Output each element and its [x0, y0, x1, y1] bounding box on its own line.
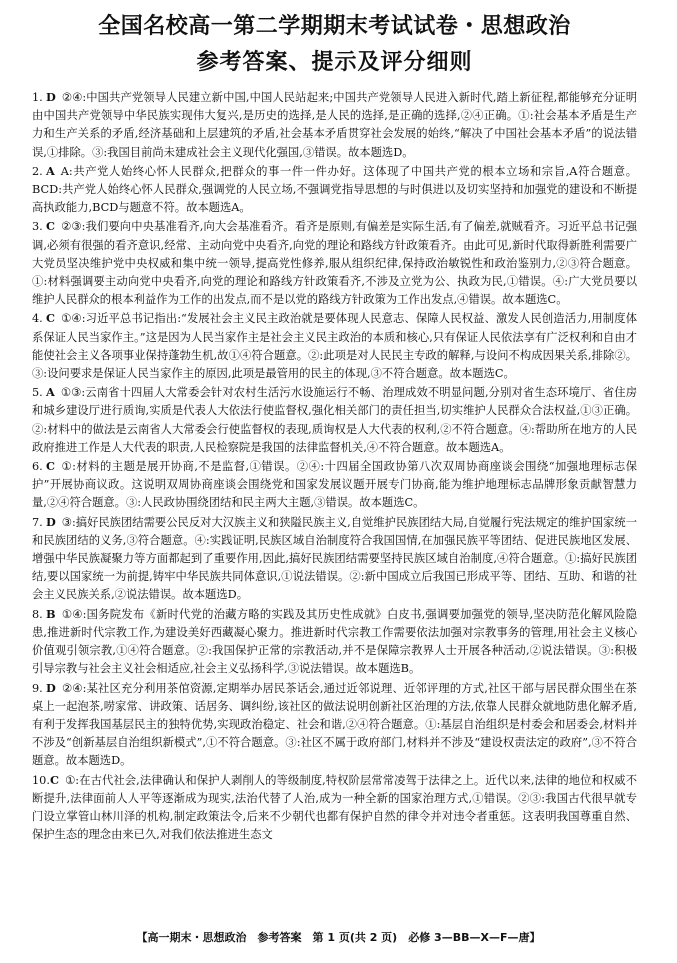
answer-item [32, 679, 637, 771]
explanation-text: ①③:云南省十四届人大常委会针对农村生活污水设施运行不畅、治理成效不明显问题,分别对省生态环境厅、省住房和城乡建设厅进行质询,实质是代表人大依法行使监督权,强化相关部门的责任担当,切实维护人民群众合法权益,①③正确。②:材料中的做法是云南省人大常委会行使监督权的表现,质询权是人大代表的权利,②不符合题意。④:帮助所在地方的人民政府推进工作是人大代表的职责,人民检察院是我国的法律监督机关,④不符合题意。故本题选A。 [32, 386, 637, 454]
explanation-text: A:共产党人始终心怀人民群众,把群众的事一件一件办好。这体现了中国共产党的根本立场和宗旨,A符合题意。BCD:共产党人始终心怀人民群众,强调党的人民立场,不强调党指导思想的与时俱进以及切实坚持和加强党的建设和不断提高执政能力,BCD与题意不符。故本题选A。 [32, 164, 637, 215]
answer-letter: A [46, 163, 55, 178]
question-number: 4. [32, 312, 43, 326]
question-number: 3. [32, 220, 43, 234]
explanation-text: ③:搞好民族团结需要公民反对大汉族主义和狭隘民族主义,自觉维护民族团结大局,自觉履行宪法规定的维护国家统一和民族团结的义务,③符合题意。④:实践证明,民族区域自治制度符合我国国情,在加强民族平等团结、促进民族地区发展、增强中华民族凝聚力等方面都起到了重要作用,因此,搞好民族团结需要坚持民族区域自治制度,④符合题意。①:搞好民族团结,要以国家统一为前提,铸牢中华民族共同体意识,①说法错误。②:新中国成立后我国已形成平等、团结、互助、和谐的社会主义民族关系,②说法错误。故本题选D。 [32, 515, 637, 602]
page-title: 全国名校高一第二学期期末考试试卷・思想政治 [98, 14, 571, 39]
answer-item [32, 457, 637, 513]
question-number: 10. [32, 773, 50, 787]
answer-letter: D [46, 514, 56, 529]
answer-letter: C [46, 219, 55, 234]
page-subtitle: 参考答案、提示及评分细则 [196, 50, 473, 75]
question-number: 9. [32, 681, 43, 695]
question-number: 5. [32, 386, 43, 400]
answer-item [32, 771, 637, 845]
answer-letter: A [46, 385, 55, 400]
question-number: 2. [32, 164, 43, 178]
answer-letter: C [46, 311, 55, 326]
answer-letter: D [46, 680, 56, 695]
explanation-text: ①:在古代社会,法律确认和保护人剥削人的等级制度,特权阶层常常凌驾于法律之上。近代以来,法律的地位和权威不断提升,法律面前人人平等逐渐成为现实,法治代替了人治,成为一种全新的国家治理方式,①错误。②③:我国古代很早就专门设立掌管山林川泽的机构,制定政策法令,后来不少朝代也都有保护自然的律令并对违令者重惩。这表明我国尊重自然、保护生态的理念由来已久,对我们依法推进生态文 [32, 773, 637, 842]
explanation-text: ①④:国务院发布《新时代党的治藏方略的实践及其历史性成就》白皮书,强调要加强党的领导,坚决防范化解风险隐患,推进新时代宗教工作,为建设美好西藏凝心聚力。推进新时代宗教工作需要依法加强对宗教事务的管理,用社会主义核心价值观引领宗教,①④符合题意。②:我国保护正常的宗教活动,并不是保障宗教界人士开展各种活动,②说法错误。③:积极引导宗教与社会主义社会相适应,社会主义弘扬科学,③说法错误。故本题选B。 [32, 607, 637, 676]
answer-item [32, 605, 637, 679]
answer-item [32, 383, 637, 457]
explanation-text: ②④:某社区充分利用茶倌资源,定期举办居民茶话会,通过近邻说理、近邻评理的方式,社区干部与居民群众围坐在茶桌上一起泡茶,唠家常、讲政策、话居务、调纠纷,该社区的做法说明创新社区治理的方法,依靠人民群众就地防患化解矛盾,有利于发挥我国基层民主的独特优势,实现政治稳定、社会和谐,②④符合题意。①:基层自治组织是村委会和居委会,材料并不涉及“创新基层自治组织新模式”,①不符合题意。③:社区不属于政府部门,材料并不涉及“建设权责法定的政府”,③不符合题意。故本题选D。 [32, 681, 637, 768]
answer-item [32, 513, 637, 605]
question-number: 7. [32, 515, 43, 529]
question-number: 1. [32, 91, 43, 104]
answer-letter: C [49, 772, 59, 787]
explanation-text: ②③:我们要向中央基准看齐,向大会基准看齐。看齐是原则,有偏差是实际生活,有了偏差,就贼看齐。习近平总书记强调,必须有很强的看齐意识,经常、主动向党中央看齐,向党的理论和路线方针政策看齐。由此可见,新时代取得新胜利需要广大党员坚决维护党中央权威和集中统一领导,提高党性修养,服从组织纪律,保持政治敏锐性和政治鉴别力,②③符合题意。①:材料强调要主动向党中央看齐,向党的理论和路线方针政策看齐,不涉及立党为公、执政为民,①错误。④:广大党员要以维护人民群众的根本利益作为工作的出发点,而不是以党的路线方针政策为工作出发点,④错误。故本题选C。 [32, 220, 637, 307]
answer-list [32, 88, 637, 844]
answer-item [32, 309, 637, 383]
answer-letter: B [46, 606, 56, 621]
explanation-text: ①:材料的主题是展开协商,不是监督,①错误。②④:十四届全国政协第八次双周协商座谈会围绕“加强地理标志保护”开展协商议政。这说明双周协商座谈会围绕党和国家发展议题开展专门协商,能为维护地理标志品牌形象贡献智慧力量,②④符合题意。③:人民政协围绕团结和民主两大主题,③错误。故本题选C。 [32, 460, 637, 510]
explanation-text: ①④:习近平总书记指出:“发展社会主义民主政治就是要体现人民意志、保障人民权益、激发人民创造活力,用制度体系保证人民当家作主。”这是因为人民当家作主是社会主义民主政治的本质和核心,只有保证人民依法享有广泛权利和自由才能使社会主义各项事业保持蓬勃生机,故①④符合题意。②:此项是对人民民主专政的解释,与设问不构成因果关系,排除②。③:设问要求是保证人民当家作主的原因,此项是最管用的民主的体现,③不符合题意。故本题选C。 [32, 312, 637, 381]
question-number: 6. [32, 460, 43, 474]
answer-item [32, 162, 637, 218]
answer-item [32, 217, 637, 309]
question-number: 8. [32, 607, 43, 621]
explanation-text: ②④:中国共产党领导人民建立新中国,中国人民站起来;中国共产党领导人民进入新时代,踏上新征程,都能够充分证明由中国共产党领导中华民族实现伟大复兴,是历史的选择,是人民的选择,是正确的选择,②④正确。①:社会基本矛盾是生产力和生产关系的矛盾,经济基础和上层建筑的矛盾,社会基本矛盾贯穿社会发展的始终,“解决了中国社会基本矛盾”的说法错误,①排除。③:我国目前尚未建成社会主义现代化强国,③错误。故本题选D。 [32, 91, 637, 159]
answer-letter: C [46, 459, 55, 474]
page-footer: 【高一期末・思想政治 参考答案 第 1 页(共 2 页) 必修 3—BB—X—F—唐】 [136, 931, 541, 944]
answer-item [32, 88, 637, 162]
answer-letter: D [46, 90, 56, 104]
